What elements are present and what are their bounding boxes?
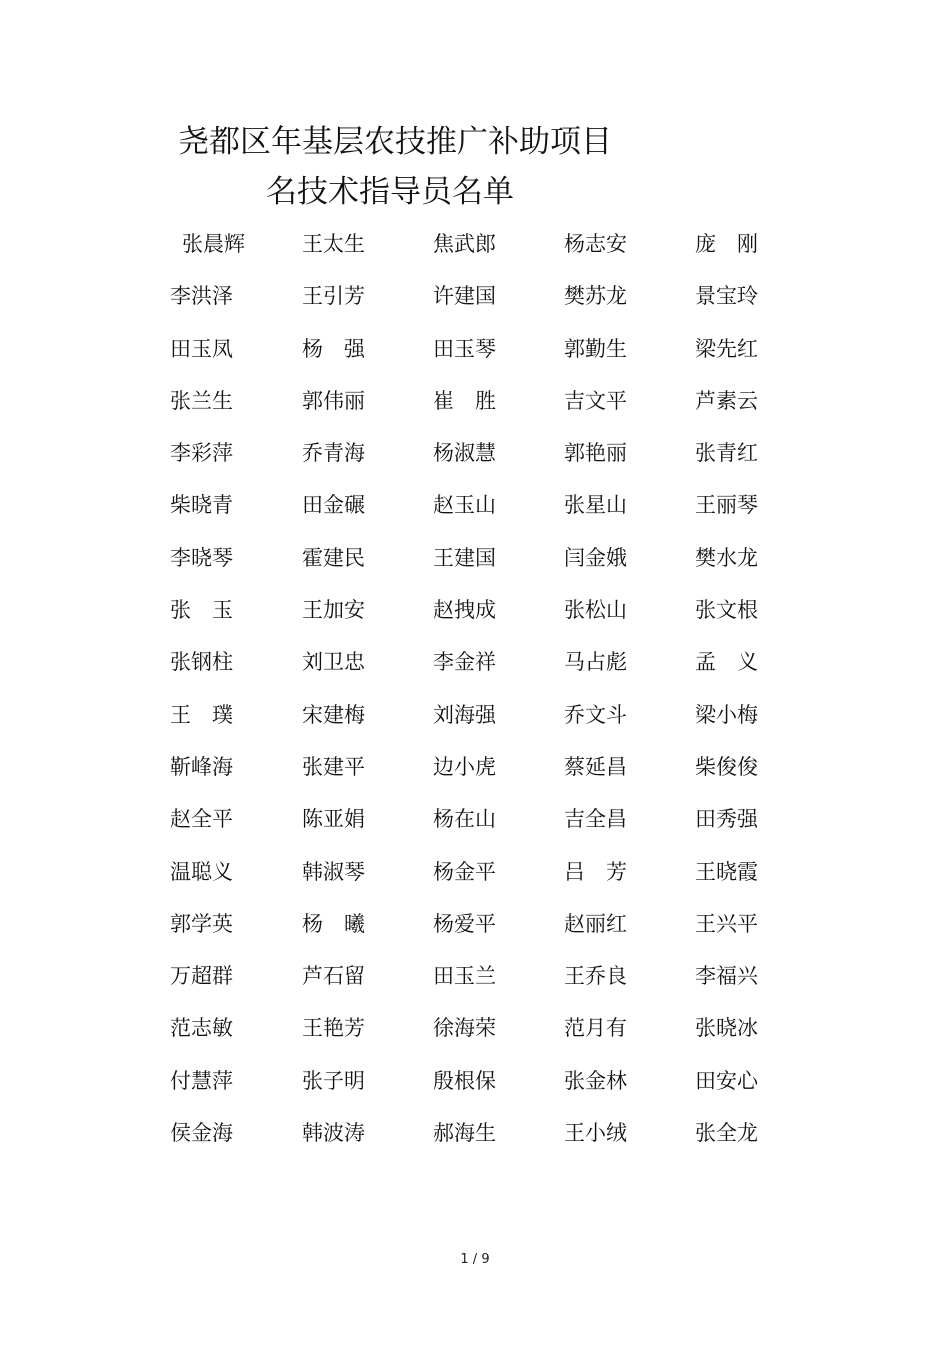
name-cell: 张金林 [564,1068,627,1093]
name-cell: 芦素云 [695,388,758,413]
name-cell: 张 玉 [170,598,233,623]
name-cell: 张建平 [302,754,365,779]
names-row [170,797,810,849]
name-cell: 闫金娥 [564,545,627,570]
name-cell: 陈亚娟 [302,807,365,832]
name-cell: 靳峰海 [170,754,233,779]
name-cell: 郭艳丽 [564,441,627,466]
name-cell: 韩波涛 [302,1121,365,1146]
page-indicator: 1 / 9 [460,1252,490,1267]
names-row [170,483,810,535]
name-cell: 柴晓青 [170,493,233,518]
name-cell: 杨志安 [564,232,627,256]
name-cell: 吕 芳 [564,859,627,884]
name-cell: 郭勤生 [564,336,627,361]
names-row [170,693,810,745]
names-row [170,379,810,431]
name-cell: 乔青海 [302,441,365,466]
name-cell: 徐海荣 [433,1016,496,1041]
name-cell: 王丽琴 [695,493,758,518]
name-cell: 李洪泽 [170,284,233,309]
name-cell: 万超群 [170,964,233,989]
name-cell: 王加安 [302,598,365,623]
name-cell: 侯金海 [170,1121,233,1146]
name-cell: 温聪义 [170,859,233,884]
name-cell: 崔 胜 [433,388,496,413]
name-cell: 田玉凤 [170,336,233,361]
name-cell: 王乔良 [564,964,627,989]
name-cell: 郝海生 [433,1121,496,1146]
name-cell: 芦石留 [302,964,365,989]
name-cell: 梁小梅 [695,702,758,727]
document-title-line-2: 名技术指导员名单 [266,174,514,210]
name-cell: 田秀强 [695,807,758,832]
name-cell: 田安心 [695,1068,758,1093]
name-cell: 张文根 [695,598,758,623]
names-row [170,327,810,379]
names-row [170,431,810,483]
names-row [170,745,810,797]
name-cell: 杨 曦 [302,911,365,936]
name-cell: 殷根保 [433,1068,496,1093]
name-cell: 王兴平 [695,911,758,936]
name-cell: 柴俊俊 [695,754,758,779]
name-cell: 景宝玲 [695,284,758,309]
names-row [170,274,810,326]
name-cell: 张兰生 [170,388,233,413]
name-cell: 许建国 [433,284,496,309]
name-cell: 李晓琴 [170,545,233,570]
names-row [170,588,810,640]
name-cell: 杨在山 [433,807,496,832]
name-cell: 张全龙 [695,1121,758,1146]
name-cell: 王建国 [433,545,496,570]
name-cell: 吉全昌 [564,807,627,832]
name-cell: 王引芳 [302,284,365,309]
name-cell: 张晨辉 [182,232,245,256]
name-cell: 赵全平 [170,807,233,832]
names-row [170,1059,810,1111]
name-cell: 杨爱平 [433,911,496,936]
document-title-line-1: 尧都区年基层农技推广补助项目 [178,124,612,160]
name-cell: 李金祥 [433,650,496,675]
names-row [170,536,810,588]
name-cell: 韩淑琴 [302,859,365,884]
name-cell: 付慧萍 [170,1068,233,1093]
name-cell: 刘卫忠 [302,650,365,675]
name-cell: 赵拽成 [433,598,496,623]
name-cell: 赵玉山 [433,493,496,518]
names-table [170,222,810,1163]
name-cell: 王太生 [302,232,365,256]
name-cell: 霍建民 [302,545,365,570]
name-cell: 李福兴 [695,964,758,989]
name-cell: 庞 刚 [695,232,758,256]
name-cell: 田玉琴 [433,336,496,361]
name-cell: 张青红 [695,441,758,466]
name-cell: 边小虎 [433,754,496,779]
name-cell: 王 璞 [170,702,233,727]
name-cell: 樊苏龙 [564,284,627,309]
name-cell: 吉文平 [564,388,627,413]
name-cell: 范月有 [564,1016,627,1041]
name-cell: 杨 强 [302,336,365,361]
name-cell: 张钢柱 [170,650,233,675]
name-cell: 王晓霞 [695,859,758,884]
name-cell: 梁先红 [695,336,758,361]
name-cell: 郭伟丽 [302,388,365,413]
name-cell: 李彩萍 [170,441,233,466]
names-row [170,954,810,1006]
name-cell: 张子明 [302,1068,365,1093]
names-row [170,1006,810,1058]
name-cell: 张晓冰 [695,1016,758,1041]
names-row [170,850,810,902]
name-cell: 王艳芳 [302,1016,365,1041]
name-cell: 孟 义 [695,650,758,675]
name-cell: 宋建梅 [302,702,365,727]
name-cell: 焦武郎 [433,232,496,256]
name-cell: 乔文斗 [564,702,627,727]
name-cell: 田玉兰 [433,964,496,989]
name-cell: 郭学英 [170,911,233,936]
name-cell: 马占彪 [564,650,627,675]
name-cell: 樊水龙 [695,545,758,570]
name-cell: 范志敏 [170,1016,233,1041]
name-cell: 赵丽红 [564,911,627,936]
name-cell: 田金碾 [302,493,365,518]
name-cell: 王小绒 [564,1121,627,1146]
name-cell: 张星山 [564,493,627,518]
names-row [170,1111,810,1163]
name-cell: 刘海强 [433,702,496,727]
names-row [170,640,810,692]
name-cell: 蔡延昌 [564,754,627,779]
name-cell: 张松山 [564,598,627,623]
name-cell: 杨金平 [433,859,496,884]
names-row [170,902,810,954]
names-row [170,222,810,274]
name-cell: 杨淑慧 [433,441,496,466]
